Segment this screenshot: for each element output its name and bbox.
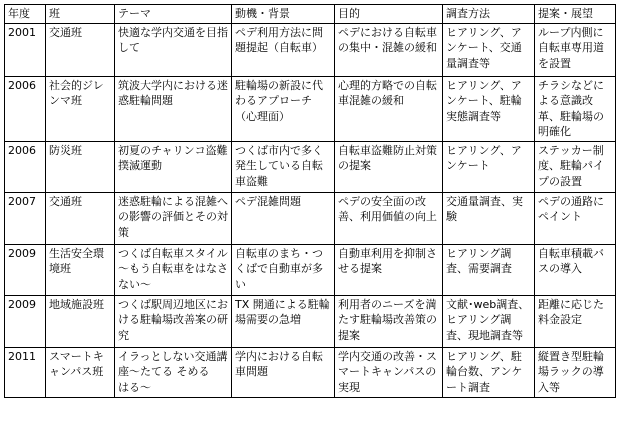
cell-group: 交通班 [46,192,115,244]
cell-motivation: 駐輪場の新設に代わるアプローチ（心理面） [232,76,335,141]
cell-purpose: 自転車盗難防止対策の提案 [335,141,443,192]
cell-purpose: 利用者のニーズを満たす駐輪場改善策の提案 [335,295,443,347]
cell-theme: イラっとしない交通講座～たてる そめる はる～ [115,347,232,397]
header-purpose: 目的 [335,5,443,24]
cell-purpose: 学内交通の改善・スマートキャンパスの実現 [335,347,443,397]
cell-theme: つくば駅周辺地区における駐輪場改善案の研究 [115,295,232,347]
cell-motivation: 自転車のまち・つくばで自動車が多い [232,244,335,295]
table-row [5,141,616,192]
header-group: 班 [46,5,115,24]
cell-proposal: ループ内側に自転車専用道を設置 [535,23,616,76]
cell-proposal: 距離に応じた料金設定 [535,295,616,347]
table-row [5,244,616,295]
table-row [5,295,616,347]
cell-method: ヒアリング調査、需要調査 [443,244,535,295]
cell-purpose: ペデの安全面の改善、利用価値の向上 [335,192,443,244]
projects-table [4,4,616,398]
cell-method: ヒアリング、アンケート [443,141,535,192]
cell-purpose: 自動車利用を抑制させる提案 [335,244,443,295]
cell-method: ヒアリング、アンケート、駐輪実態調査等 [443,76,535,141]
header-row [5,5,616,24]
cell-year: 2007 [5,192,46,244]
cell-theme: 筑波大学内における迷惑駐輪問題 [115,76,232,141]
cell-motivation: ペデ混雑問題 [232,192,335,244]
cell-motivation: 学内における自転車問題 [232,347,335,397]
cell-method: 交通量調査、実験 [443,192,535,244]
cell-theme: 初夏のチャリンコ盗難撲滅運動 [115,141,232,192]
cell-method: ヒアリング、駐輪台数、アンケート調査 [443,347,535,397]
cell-motivation: ペデ利用方法に問題提起（自転車） [232,23,335,76]
cell-proposal: ペデの通路にペイント [535,192,616,244]
cell-year: 2006 [5,141,46,192]
header-method: 調査方法 [443,5,535,24]
table-row [5,192,616,244]
cell-theme: 快適な学内交通を目指して [115,23,232,76]
cell-year: 2009 [5,295,46,347]
cell-group: 生活安全環境班 [46,244,115,295]
cell-proposal: ステッカー制度、駐輪パイプの設置 [535,141,616,192]
table-row [5,76,616,141]
cell-purpose: ペデにおける自転車の集中・混雑の緩和 [335,23,443,76]
cell-group: スマートキャンパス班 [46,347,115,397]
cell-proposal: 自転車積載バスの導入 [535,244,616,295]
header-motivation: 動機・背景 [232,5,335,24]
table-row [5,347,616,397]
table-row [5,23,616,76]
cell-group: 地域施設班 [46,295,115,347]
cell-motivation: TX 開通による駐輪場需要の急増 [232,295,335,347]
cell-year: 2006 [5,76,46,141]
header-proposal: 提案・展望 [535,5,616,24]
cell-proposal: チラシなどによる意識改革、駐輪場の明確化 [535,76,616,141]
header-year: 年度 [5,5,46,24]
cell-year: 2011 [5,347,46,397]
cell-group: 防災班 [46,141,115,192]
cell-group: 交通班 [46,23,115,76]
cell-purpose: 心理的方略での自転車混雑の緩和 [335,76,443,141]
cell-motivation: つくば市内で多く発生している自転車盗難 [232,141,335,192]
cell-theme: 迷惑駐輪による混雑への影響の評価とその対策 [115,192,232,244]
cell-group: 社会的ジレンマ班 [46,76,115,141]
cell-theme: つくば自転車スタイル～もう自転車をはなさない～ [115,244,232,295]
cell-year: 2001 [5,23,46,76]
cell-method: ヒアリング、アンケート、交通量調査等 [443,23,535,76]
header-theme: テーマ [115,5,232,24]
table-container [4,4,616,398]
cell-year: 2009 [5,244,46,295]
cell-method: 文献･web調査、ヒアリング調査、現地調査等 [443,295,535,347]
cell-proposal: 縦置き型駐輪場ラックの導入等 [535,347,616,397]
